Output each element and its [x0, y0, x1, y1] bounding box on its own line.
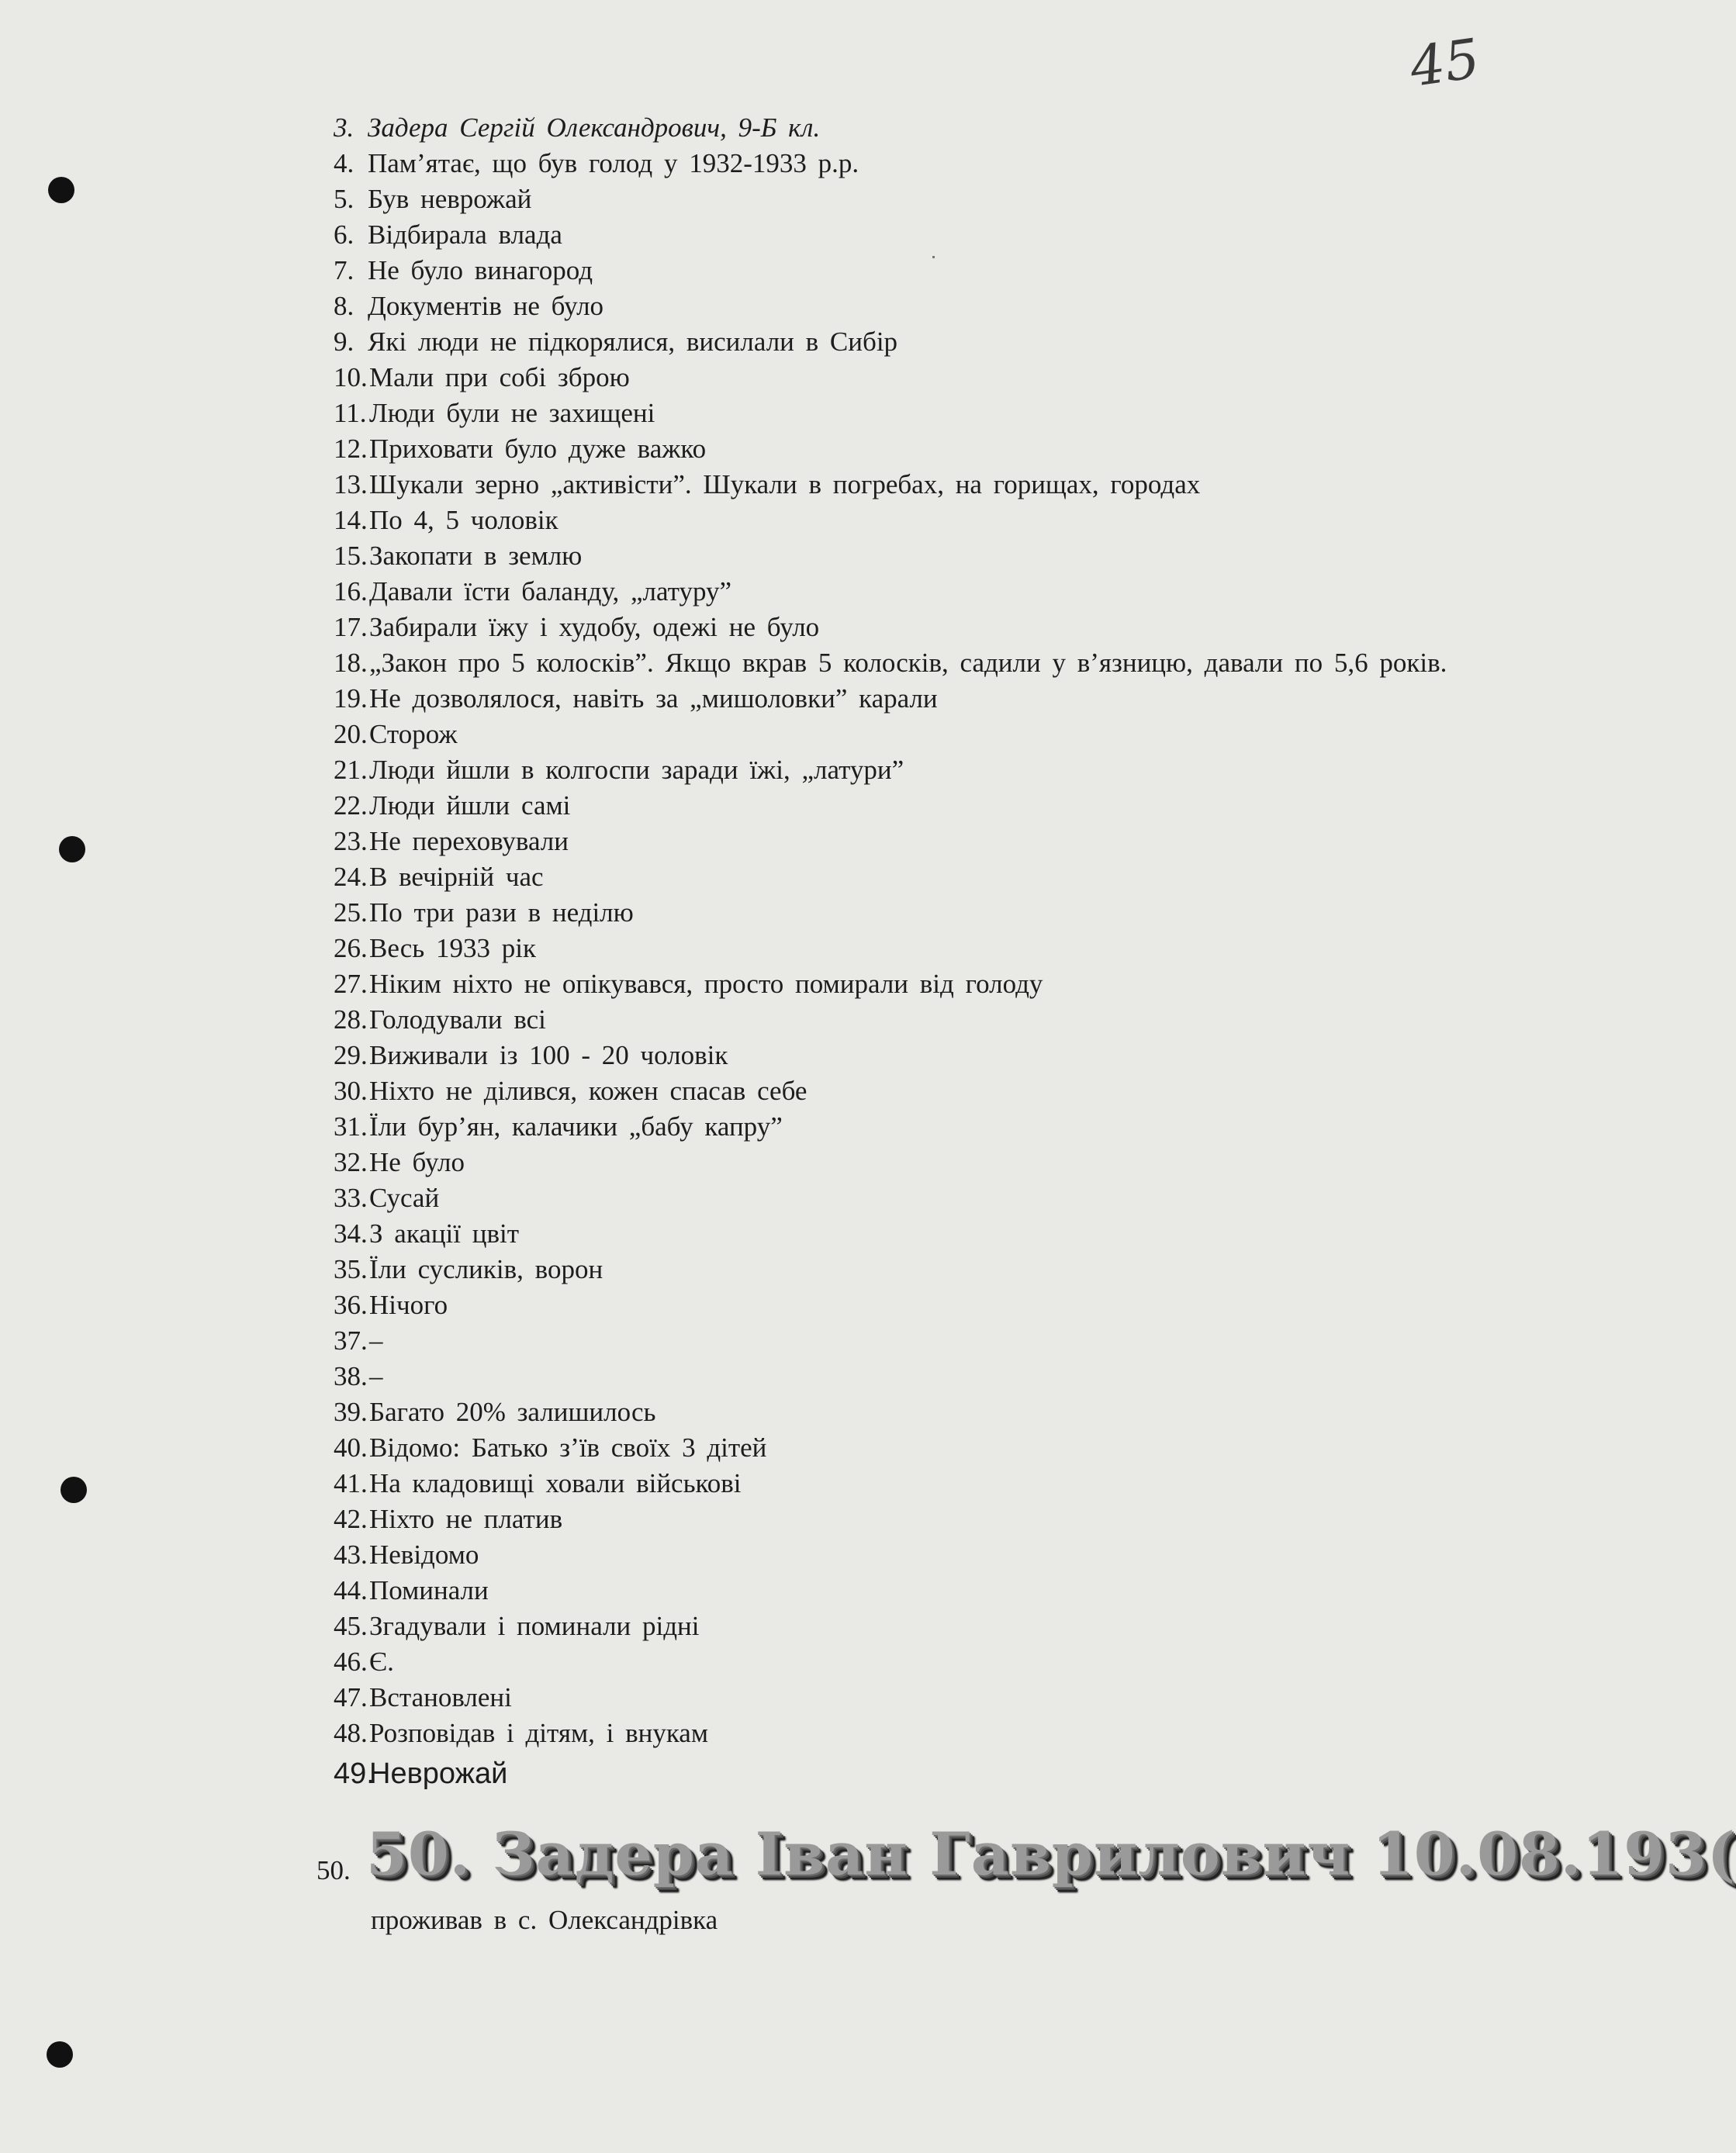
item-number: 10.	[334, 362, 368, 392]
item-text: Ніхто не ділився, кожен спасав себе	[369, 1076, 807, 1106]
list-item	[334, 1216, 1458, 1252]
list-item	[334, 1252, 1458, 1287]
item-text: Які люди не підкорялися, висилали в Сибір	[368, 327, 898, 357]
item-number: 27.	[334, 969, 368, 999]
item-number: 16.	[334, 576, 368, 607]
item-number: 37.	[334, 1325, 368, 1356]
item-number: 8.	[334, 291, 354, 321]
item-text: Багато 20% залишилось	[369, 1397, 656, 1427]
item-number: 33.	[334, 1183, 368, 1213]
item-text: По три рази в неділю	[369, 897, 634, 928]
item-number: 35.	[334, 1254, 368, 1284]
item-number: 11.	[334, 398, 367, 428]
item-text: Ніхто не платив	[369, 1504, 563, 1534]
item-number: 36.	[334, 1290, 368, 1320]
list-item	[334, 289, 1458, 324]
item-text: Відомо: Батько з’їв своїх 3 дітей	[369, 1432, 767, 1463]
list-item	[334, 1644, 1458, 1680]
item-text: Неврожай	[369, 1757, 508, 1790]
list-item	[334, 396, 1458, 431]
item-number: 14.	[334, 505, 368, 535]
item-number: 46.	[334, 1647, 368, 1677]
item-number: 34.	[334, 1218, 368, 1249]
item-number: 6.	[334, 219, 354, 250]
list-item	[334, 181, 1458, 217]
item-text: На кладовищі ховали військові	[369, 1468, 742, 1498]
item-text: Є.	[369, 1647, 394, 1677]
list-item	[334, 1073, 1458, 1109]
list-item	[334, 1109, 1458, 1145]
item-text: Сусай	[369, 1183, 440, 1213]
item-text: Задера Сергій Олександрович, 9-Б кл.	[368, 112, 821, 143]
item-text: –	[369, 1325, 383, 1356]
list-item	[334, 966, 1458, 1002]
list-item	[334, 859, 1458, 895]
punch-hole	[59, 836, 85, 862]
item-number: 5.	[334, 184, 354, 214]
list-item	[334, 110, 1458, 146]
list-item	[334, 217, 1458, 253]
item-number: 24.	[334, 862, 368, 892]
item-text: Відбирала влада	[368, 219, 562, 250]
respondent-heading	[316, 1820, 1736, 1905]
list-item	[334, 824, 1458, 859]
list-item	[334, 467, 1458, 503]
list-item	[334, 1754, 1458, 1793]
list-item	[334, 895, 1458, 931]
item-text: Не було винагород	[368, 255, 593, 285]
item-number: 17.	[334, 612, 368, 642]
list-item	[334, 574, 1458, 610]
item-text: Давали їсти баланду, „латуру”	[369, 576, 732, 607]
item-number: 38.	[334, 1361, 368, 1391]
item-number: 40.	[334, 1432, 368, 1463]
list-item	[334, 1359, 1458, 1394]
list-item	[334, 752, 1458, 788]
item-text: Їли бур’ян, калачики „бабу капру”	[369, 1111, 783, 1142]
list-item	[334, 1323, 1458, 1359]
item-number: 29.	[334, 1040, 368, 1070]
list-item	[334, 1180, 1458, 1216]
item-text: Закопати в землю	[369, 541, 583, 571]
item-number: 3.	[334, 112, 354, 143]
list-item	[334, 538, 1458, 574]
answer-list	[334, 110, 1458, 1793]
heading-number: 50.	[316, 1855, 351, 1885]
punch-hole	[48, 177, 74, 203]
item-number: 39.	[334, 1397, 368, 1427]
list-item	[334, 1502, 1458, 1537]
list-item	[334, 324, 1458, 360]
list-item	[334, 1002, 1458, 1038]
page-number: 45	[1406, 26, 1484, 99]
list-item	[334, 1716, 1458, 1751]
item-number: 13.	[334, 469, 368, 499]
item-text: Документів не було	[368, 291, 604, 321]
item-number: 12.	[334, 434, 368, 464]
item-number: 7.	[334, 255, 354, 285]
item-number: 20.	[334, 719, 368, 749]
list-item	[334, 1573, 1458, 1609]
item-text: В вечірній час	[369, 862, 544, 892]
list-item	[334, 931, 1458, 966]
list-item	[334, 360, 1458, 396]
list-item	[334, 1038, 1458, 1073]
item-text: Весь 1933 рік	[369, 933, 536, 963]
list-item	[334, 1394, 1458, 1430]
list-item	[334, 1537, 1458, 1573]
heading-subtitle: проживав в с. Олександрівка	[371, 1905, 718, 1935]
item-number: 41.	[334, 1468, 368, 1498]
item-text: –	[369, 1361, 383, 1391]
item-number: 31.	[334, 1111, 368, 1142]
item-text: Голодували всі	[369, 1004, 546, 1035]
list-item	[334, 1609, 1458, 1644]
item-number: 43.	[334, 1540, 368, 1570]
item-number: 15.	[334, 541, 368, 571]
item-number: 47.	[334, 1682, 368, 1712]
item-number: 30.	[334, 1076, 368, 1106]
list-item	[334, 717, 1458, 752]
list-item	[334, 253, 1458, 289]
item-text: Встановлені	[369, 1682, 512, 1712]
item-text: Забирали їжу і худобу, одежі не було	[369, 612, 820, 642]
item-text: Люди йшли в колгоспи заради їжі, „латури”	[369, 755, 904, 785]
item-number: 19.	[334, 683, 368, 714]
item-text: Люди йшли самі	[369, 790, 571, 821]
item-number: 44.	[334, 1575, 368, 1605]
item-text: Пам’ятає, що був голод у 1932-1933 р.р.	[368, 148, 859, 178]
list-item	[334, 681, 1458, 717]
item-text: Невідомо	[369, 1540, 479, 1570]
item-text: Виживали із 100 - 20 чоловік	[369, 1040, 728, 1070]
item-number: 42.	[334, 1504, 368, 1534]
list-item	[334, 645, 1458, 681]
list-item	[334, 1680, 1458, 1716]
list-item	[334, 788, 1458, 824]
item-text: Мали при собі зброю	[369, 362, 630, 392]
item-text: Розповідав і дітям, і внукам	[369, 1718, 708, 1748]
item-number: 22.	[334, 790, 368, 821]
item-text: Згадували і поминали рідні	[369, 1611, 700, 1641]
item-number: 4.	[334, 148, 354, 178]
item-number: 48.	[334, 1718, 368, 1748]
item-number: 21.	[334, 755, 368, 785]
item-text: Нічого	[369, 1290, 448, 1320]
punch-hole	[61, 1477, 87, 1503]
item-text: Не дозволялося, навіть за „мишоловки” карали	[369, 683, 938, 714]
list-item	[334, 146, 1458, 181]
item-number: 45.	[334, 1611, 368, 1641]
list-item	[334, 503, 1458, 538]
item-text: По 4, 5 чоловік	[369, 505, 558, 535]
list-item	[334, 431, 1458, 467]
item-text: Був неврожай	[368, 184, 532, 214]
item-number: 25.	[334, 897, 368, 928]
item-text: Люди були не захищені	[369, 398, 655, 428]
item-text: „Закон про 5 колосків”. Якщо вкрав 5 колосків, садили у в’язницю, давали по 5,6 років.	[369, 648, 1447, 678]
list-item	[334, 1287, 1458, 1323]
item-text: Ніким ніхто не опікувався, просто помирали від голоду	[369, 969, 1043, 999]
item-text: Не переховували	[369, 826, 569, 856]
list-item	[334, 1430, 1458, 1466]
item-text: Приховати було дуже важко	[369, 434, 707, 464]
item-number: 9.	[334, 327, 354, 357]
item-number: 18.	[334, 648, 368, 678]
heading-title: 50. Задера Іван Гаврилович 10.08.193(	[366, 1820, 1736, 1889]
item-number: 32.	[334, 1147, 368, 1177]
item-text: З акації цвіт	[369, 1218, 520, 1249]
item-text: Їли сусликів, ворон	[369, 1254, 603, 1284]
list-item	[334, 1145, 1458, 1180]
punch-hole	[47, 2041, 73, 2068]
item-text: Сторож	[369, 719, 458, 749]
item-number: 49.	[334, 1757, 375, 1790]
item-number: 23.	[334, 826, 368, 856]
list-item	[334, 610, 1458, 645]
item-number: 26.	[334, 933, 368, 963]
item-number: 28.	[334, 1004, 368, 1035]
item-text: Не було	[369, 1147, 465, 1177]
item-text: Поминали	[369, 1575, 489, 1605]
list-item	[334, 1466, 1458, 1502]
item-text: Шукали зерно „активісти”. Шукали в погребах, на горищах, городах	[369, 469, 1201, 499]
